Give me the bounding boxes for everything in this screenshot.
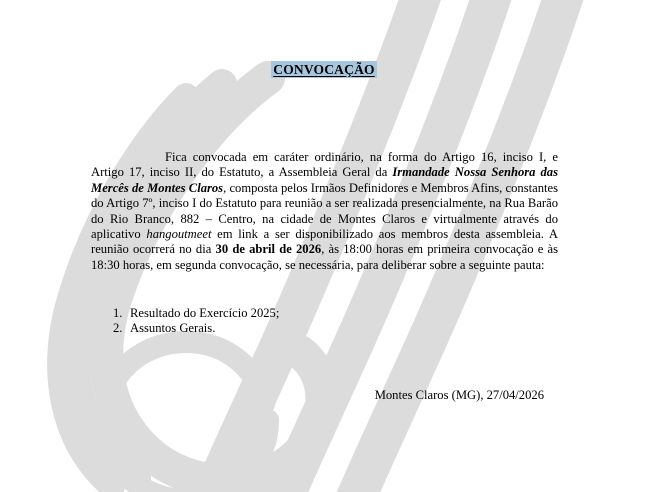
list-item-label: Assuntos Gerais. [130,321,216,336]
page-title [0,62,648,78]
list-item-number: 2. [113,321,123,336]
page-title-text: CONVOCAÇÃO [273,62,375,77]
list-item-label: Resultado do Exercício 2025; [130,306,280,320]
organization-name: Irmandade Nossa Senhora das Mercês de Montes Claros [91,165,558,195]
list-item [91,306,421,321]
list-item-number: 1. [113,306,123,320]
meeting-date: 30 de abril de 2026 [215,242,322,257]
body-segment-1: Fica convocada em caráter ordinário, na forma do Artigo 16, inciso I, e Artigo 17, inciso II, do Estatuto, a Assembleia Geral da [91,150,558,180]
list-item [91,321,421,336]
body-segment-3: em link a ser disponibilizado aos membros desta assembleia. A reunião ocorrerá no dia [91,227,558,257]
body-paragraph [91,150,558,273]
agenda-list [91,306,421,337]
signature-line: Montes Claros (MG), 27/04/2026 [374,388,544,402]
body-segment-2: , composta pelos Irmãos Definidores e Membros Afins, constantes do Artigo 7º, inciso I do Estatuto para reunião a ser realizada presencialmente, na Rua Barão do Rio Branco, 882 – Centro, na cidade de Montes Claros e virtualmente através do aplicativo [91,180,558,242]
body-segment-4: , às 18:00 horas em primeira convocação e às 18:30 horas, em segunda convocação, se necessária, para deliberar sobre a seguinte pauta: [91,242,559,272]
app-name: hangoutmeet [146,227,212,242]
